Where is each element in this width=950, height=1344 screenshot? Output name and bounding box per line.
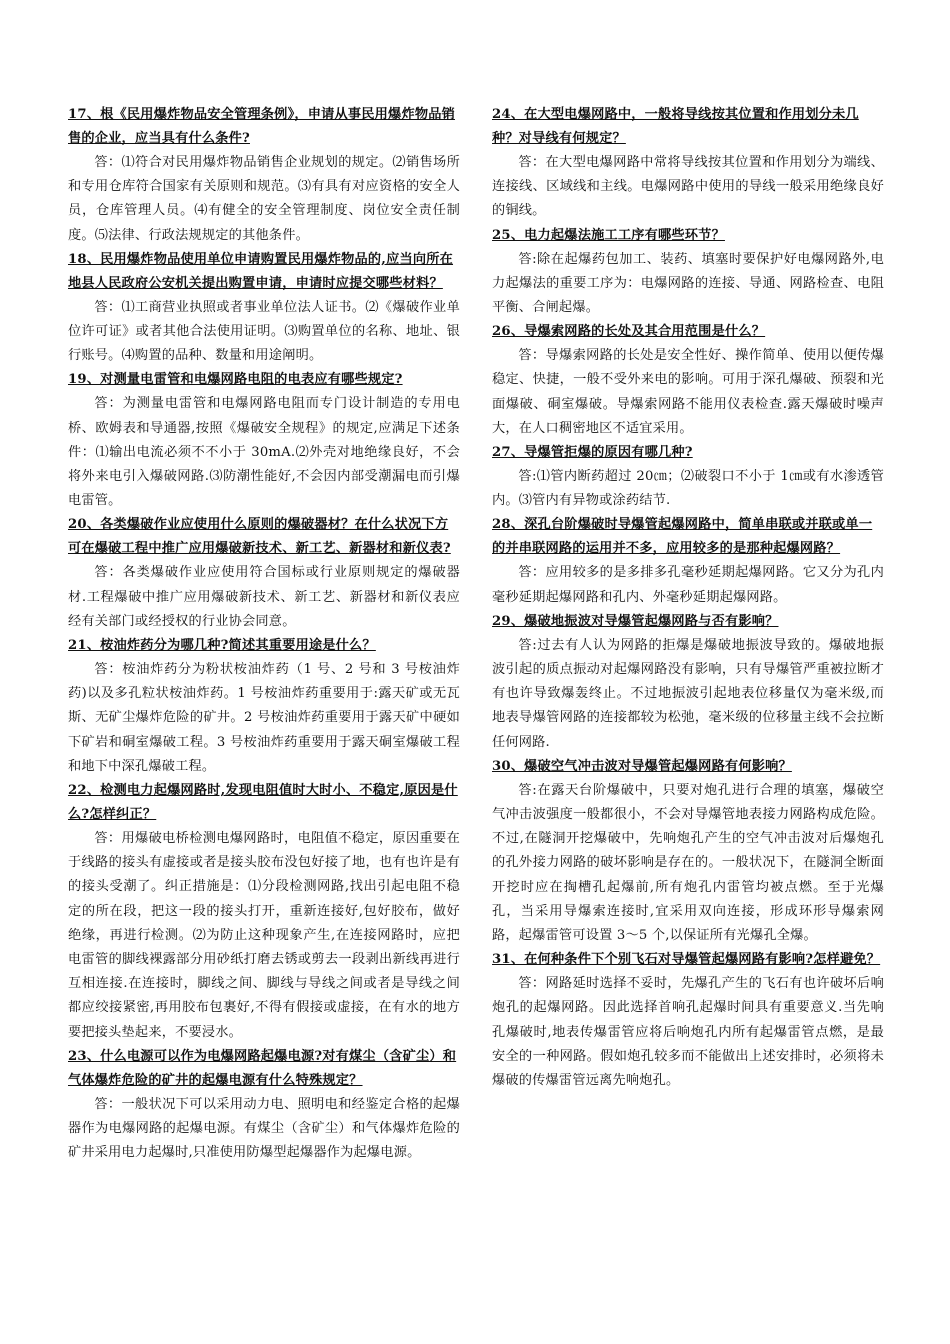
left-column bbox=[68, 103, 460, 1166]
question-26: 26、导爆索网路的长处及其合用范围是什么？ bbox=[492, 324, 766, 340]
answer-29: 答:过去有人认为网路的拒爆是爆破地振波导致的。爆破地振波引起的质点振动对起爆网路没有影响，只有导爆管严重被拉断才有也许导致爆轰终止。不过地振波引起地表位移量仅为毫米级,而地表导爆管网路的连接都较为松弛，毫米级的位移量主线不会拉断任何网路. bbox=[492, 637, 884, 750]
answer-30: 答:在露天台阶爆破中，只要对炮孔进行合理的填塞，爆破空气冲击波强度一般都很小，不会对导爆管地表接力网路构成危险。不过,在隧洞开挖爆破中，先响炮孔产生的空气冲击波对后爆炮孔的孔外接力网路的破坏影响是存在的。一般状况下，在隧洞全断面开挖时应在掏槽孔起爆前,所有炮孔内雷管均被点燃。至于光爆孔，当采用导爆索连接时,宜采用双向连接，形成环形导爆索网路，起爆雷管可设置 3～5 个,以保证所有光爆孔全爆。 bbox=[492, 782, 884, 944]
right-column bbox=[492, 103, 884, 1093]
question-23: 23、什么电源可以作为电爆网路起爆电源?对有煤尘（含矿尘）和气体爆炸危险的矿井的起爆电源有什么特殊规定？ bbox=[68, 1048, 457, 1088]
answer-23: 答：一般状况下可以采用动力电、照明电和经鉴定合格的起爆器作为电爆网路的起爆电源。有煤尘（含矿尘）和气体爆炸危险的矿井采用电力起爆时,只准使用防爆型起爆器作为起爆电源。 bbox=[68, 1096, 460, 1161]
question-20: 20、各类爆破作业应使用什么原则的爆破器材？在什么状况下方可在爆破工程中推广应用爆破新技术、新工艺、新器材和新仪表? bbox=[68, 517, 451, 557]
qa-item-20 bbox=[68, 513, 460, 634]
qa-item-18 bbox=[68, 248, 460, 369]
answer-18: 答：⑴工商营业执照或者事业单位法人证书。⑵《爆破作业单位许可证》或者其他合法使用证明。⑶购置单位的名称、地址、银行账号。⑷购置的品种、数量和用途阐明。 bbox=[68, 299, 460, 364]
answer-27: 答:⑴管内断药超过 20㎝；⑵破裂口不小于 1㎝或有水渗透管内。⑶管内有异物或涂药结节. bbox=[492, 469, 884, 509]
question-31: 31、在何种条件下个别飞石对导爆管起爆网路有影响?怎样避免？ bbox=[492, 952, 881, 968]
qa-item-17 bbox=[68, 103, 460, 248]
qa-item-29 bbox=[492, 610, 884, 755]
question-27: 27、导爆管拒爆的原因有哪几种? bbox=[492, 445, 693, 461]
qa-item-19 bbox=[68, 368, 460, 513]
qa-item-22 bbox=[68, 779, 460, 1045]
question-30: 30、爆破空气冲击波对导爆管起爆网路有何影响？ bbox=[492, 758, 792, 774]
question-24: 24、在大型电爆网路中，一般将导线按其位置和作用划分未几种？对导线有何规定？ bbox=[492, 107, 859, 146]
answer-31: 答：网路延时选择不妥时，先爆孔产生的飞石有也许破坏后响炮孔的起爆网路。因此选择首响孔起爆时间具有重要意义.当先响孔爆破时,地表传爆雷管应将后响炮孔内所有起爆雷管点燃，是最安全的一种网路。假如炮孔较多而不能做出上述安排时，必须将未爆破的传爆雷管远离先响炮孔。 bbox=[492, 976, 884, 1089]
answer-22: 答：用爆破电桥检测电爆网路时，电阻值不稳定，原因重要在于线路的接头有虚接或者是接头胶布没包好接了地，也有也许是有的接头受潮了。纠正措施是：⑴分段检测网路,找出引起电阻不稳定的所在段，把这一段的接头打开，重新连接好,包好胶布，做好绝缘，再进行检测。⑵为防止这种现象产生,在连接网路时，应把电雷管的脚线裸露部分用砂纸打磨去锈或剪去一段剥出新线再进行互相连接.在连接时，脚线之间、脚线与导线之间或者是导线之间都应绞接紧密,再用胶布包裹好,不得有假接或虚接，在有水的地方要把接头垫起来，不要浸水。 bbox=[68, 831, 460, 1040]
answer-21: 答：桉油炸药分为粉状桉油炸药（1 号、2 号和 3 号桉油炸药)以及多孔粒状桉油炸药。1 号桉油炸药重要用于:露天矿或无瓦斯、无矿尘爆炸危险的矿井。2 号桉油炸药重要用于露天矿中硬如下矿岩和硐室爆破工程。3 号桉油炸药重要用于露天硐室爆破工程和地下中深孔爆破工程。 bbox=[68, 662, 460, 774]
qa-item-25 bbox=[492, 224, 884, 321]
answer-24: 答：在大型电爆网路中常将导线按其位置和作用划分为端线、连接线、区域线和主线。电爆网路中使用的导线一般采用绝缘良好的铜线。 bbox=[492, 155, 884, 219]
question-29: 29、爆破地振波对导爆管起爆网路与否有影响？ bbox=[492, 613, 779, 629]
qa-item-28 bbox=[492, 513, 884, 609]
qa-item-23 bbox=[68, 1045, 460, 1166]
qa-item-26 bbox=[492, 320, 884, 441]
answer-17: 答：⑴符合对民用爆炸物品销售企业规划的规定。⑵销售场所和专用仓库符合国家有关原则和规范。⑶有具有对应资格的安全人员，仓库管理人员。⑷有健全的安全管理制度、岗位安全责任制度。⑸法律、行政法规规定的其他条件。 bbox=[68, 155, 460, 243]
qa-item-21 bbox=[68, 634, 460, 779]
question-28: 28、深孔台阶爆破时导爆管起爆网路中，简单串联或并联或单一的并串联网路的运用并不多，应用较多的是那种起爆网路？ bbox=[492, 517, 873, 557]
answer-19: 答：为测量电雷管和电爆网路电阻而专门设计制造的专用电桥、欧姆表和导通器,按照《爆破安全规程》的规定,应满足下述条件：⑴输出电流必须不不小于 30mA.⑵外壳对地绝缘良好，不会将外来电引入爆破网路.⑶防潮性能好,不会因内部受潮漏电而引爆电雷管。 bbox=[68, 396, 460, 509]
question-22: 22、检测电力起爆网路时,发现电阻值时大时小、不稳定,原因是什么?怎样纠正？ bbox=[68, 783, 458, 823]
answer-28: 答：应用较多的是多排多孔毫秒延期起爆网路。它又分为孔内毫秒延期起爆网路和孔内、外毫秒延期起爆网路。 bbox=[492, 565, 884, 605]
question-21: 21、桉油炸药分为哪几种?简述其重要用途是什么？ bbox=[68, 638, 376, 654]
qa-item-31 bbox=[492, 948, 884, 1093]
qa-item-30 bbox=[492, 755, 884, 948]
question-25: 25、电力起爆法施工工序有哪些环节？ bbox=[492, 227, 725, 243]
answer-26: 答：导爆索网路的长处是安全性好、操作简单、使用以便传爆稳定、快捷，一般不受外来电的影响。可用于深孔爆破、预裂和光面爆破、硐室爆破。导爆索网路不能用仪表检查.露天爆破时噪声大，在人口稠密地区不适宜采用。 bbox=[492, 348, 884, 436]
question-18: 18、民用爆炸物品使用单位申请购置民用爆炸物品的,应当向所在地县人民政府公安机关提出购置申请，申请时应提交哪些材料？ bbox=[68, 251, 454, 291]
answer-20: 答：各类爆破作业应使用符合国标或行业原则规定的爆破器材.工程爆破中推广应用爆破新技术、新工艺、新器材和新仪表应经有关部门或经授权的行业协会同意。 bbox=[68, 565, 460, 629]
qa-item-24 bbox=[492, 103, 884, 224]
question-17: 17、根《民用爆炸物品安全管理条例》，申请从事民用爆炸物品销售的企业，应当具有什么条件? bbox=[68, 107, 455, 146]
question-19: 19、对测量电雷管和电爆网路电阻的电表应有哪些规定? bbox=[68, 372, 403, 388]
answer-25: 答:除在起爆药包加工、装药、填塞时要保护好电爆网路外,电力起爆法的重要工序为：电爆网路的连接、导通、网路检查、电阻平衡、合闸起爆。 bbox=[492, 251, 884, 316]
qa-item-27 bbox=[492, 441, 884, 513]
